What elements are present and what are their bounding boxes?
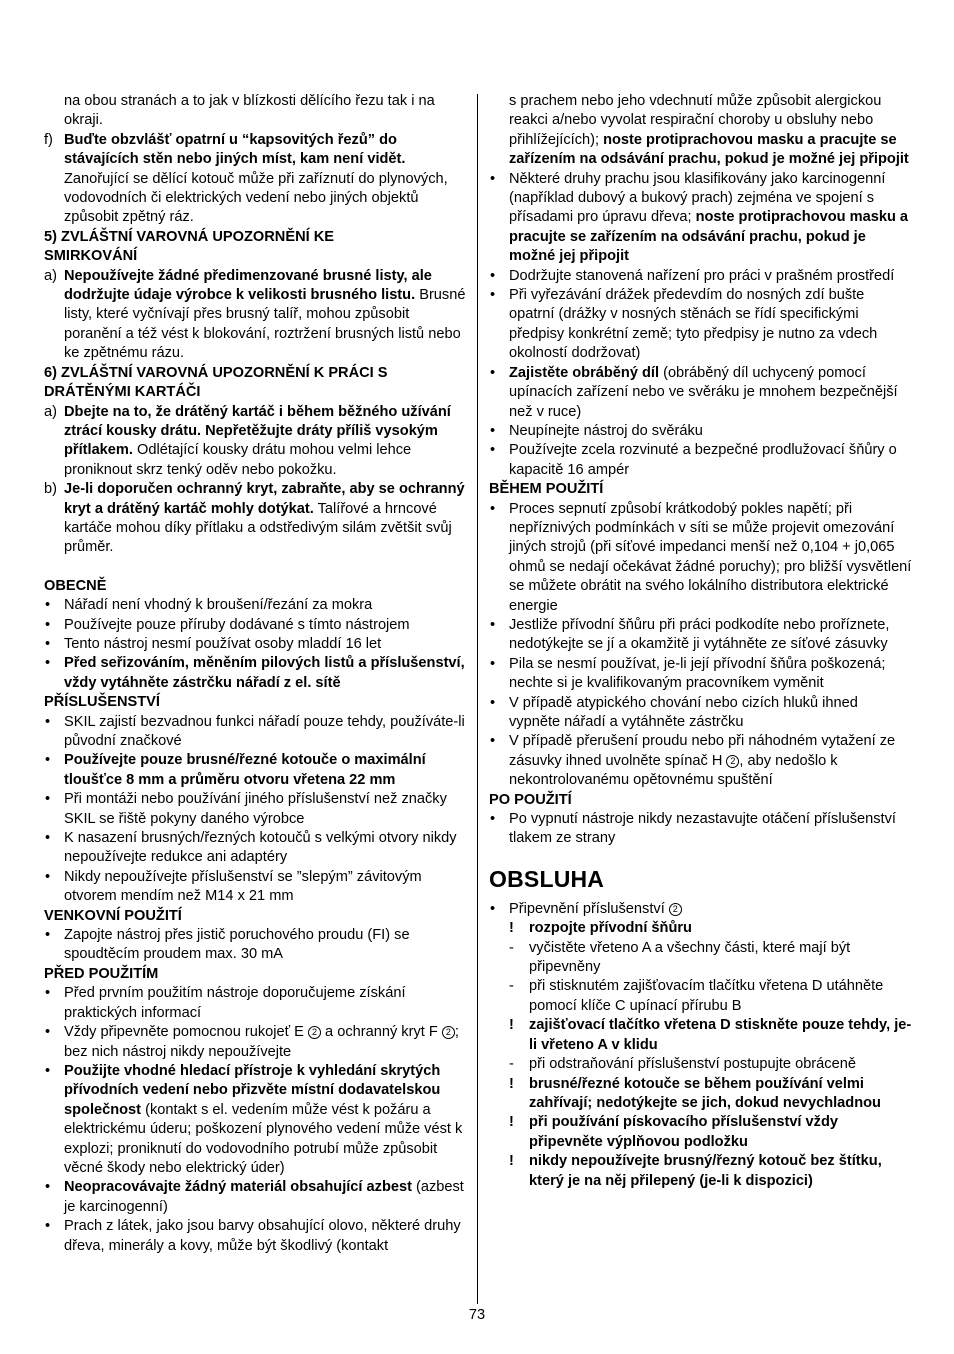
bullet: • <box>490 267 496 284</box>
bold-text: Použijte vhodné hledací přístroje k vyhledání skrytých přívodních vedení nebo přizvěte místní dodavatelskou společnost <box>64 1062 441 1118</box>
list-item <box>44 403 468 481</box>
list-item <box>44 713 468 752</box>
list-item <box>44 267 468 364</box>
warning-item <box>489 1152 913 1191</box>
warning-icon: ! <box>509 1114 514 1131</box>
item-label: a) <box>44 267 57 284</box>
list-item <box>489 732 913 790</box>
bold-text: rozpojte přívodní šňůru <box>529 920 692 937</box>
warning-item <box>489 919 913 938</box>
list-item <box>44 790 468 829</box>
section-heading: OBECNĚ <box>44 577 107 594</box>
bullet: • <box>490 616 496 633</box>
body-text: (obráběný díl uchycený pomocí upínacích zařízení nebo ve svěráku je mnohem bezpečnější než v ruce) <box>509 364 898 420</box>
bold-text: nikdy nepoužívejte brusný/řezný kotouč bez štítku, který je na něj přilepený (je-li k dispozici) <box>529 1153 882 1189</box>
bold-text: Je-li doporučen ochranný kryt, zabraňte, aby se ochranný kryt a drátěný kartáč mohly dotýkat. <box>64 481 465 517</box>
bold-text: noste protiprachovou masku a pracujte se zařízením na odsávání prachu, pokud je možné jej připojit <box>509 209 909 265</box>
bullet: • <box>490 655 496 672</box>
list-item <box>489 500 913 616</box>
section-heading: 6) ZVLÁŠTNÍ VAROVNÁ UPOZORNĚNÍ K PRÁCI S DRÁTĚNÝMI KARTÁČI <box>44 364 388 401</box>
bullet: • <box>490 422 496 439</box>
item-label: f) <box>44 131 53 148</box>
body-text: a ochranný kryt F <box>320 1024 442 1041</box>
list-item <box>44 1217 468 1256</box>
list-item <box>44 829 468 868</box>
bold-text: brusné/řezné kotouče se během používání velmi zahřívají; nedotýkejte se jich, dokud nevychladnou <box>529 1075 881 1111</box>
left-column <box>44 92 468 1256</box>
step-item <box>489 977 913 1016</box>
bullet: • <box>45 1179 51 1196</box>
list-item <box>489 810 913 849</box>
body-text: Proces sepnutí způsobí krátkodobý pokles napětí; při nepříznivých podmínkách v síti se může projevit omezování jiných strojů (při síťové impedanci menší než 0,104 + j0,065 ohmů se nedají očekávat žádné poruchy); pro bližší vysvětlení se můžete obrátit na svého lokálního distributora elektrické energie <box>509 500 912 614</box>
body-text: při odstraňování příslušenství postupujte obráceně <box>529 1056 856 1073</box>
list-item <box>489 655 913 694</box>
list-item <box>44 984 468 1023</box>
bold-text: zajišťovací tlačítko vřetena D stiskněte pouze tehdy, je-li vřeteno A v klidu <box>529 1017 912 1053</box>
list-item <box>489 364 913 422</box>
bullet: • <box>45 830 51 847</box>
list-item <box>489 422 913 441</box>
body-text: Připevnění příslušenství <box>509 900 669 917</box>
bullet: • <box>490 442 496 459</box>
item-label: a) <box>44 403 57 420</box>
bullet: • <box>490 364 496 381</box>
list-item <box>44 751 468 790</box>
warning-item <box>489 1113 913 1152</box>
list-item-continuation <box>489 92 913 170</box>
item-label: b) <box>44 481 57 498</box>
list-item <box>44 926 468 965</box>
bullet: • <box>45 655 51 672</box>
body-text: Používejte zcela rozvinuté a bezpečné prodlužovací šňůry o kapacitě 16 ampér <box>509 442 897 478</box>
list-item <box>44 131 468 228</box>
bullet: • <box>45 597 51 614</box>
bold-text: při používání pískovacího příslušenství vždy připevněte výplňovou podložku <box>529 1114 838 1150</box>
body-text: K nasazení brusných/řezných kotoučů s velkými otvory nikdy nepoužívejte redukce ani adaptéry <box>64 830 457 866</box>
body-text: vyčistěte vřeteno A a všechny části, které mají být připevněny <box>529 939 851 976</box>
list-item <box>44 616 468 635</box>
bullet: • <box>45 1218 51 1235</box>
bullet: • <box>45 752 51 769</box>
bullet: • <box>45 616 51 633</box>
body-text: při stisknutém zajišťovacím tlačítku vřetena D utáhněte pomocí klíče C upínací přírubu B <box>529 978 884 1014</box>
list-item <box>44 480 468 558</box>
list-item <box>44 596 468 615</box>
list-item <box>489 286 913 364</box>
bullet: • <box>45 713 51 730</box>
warning-item <box>489 1075 913 1114</box>
list-item <box>44 635 468 654</box>
body-text: SKIL zajistí bezvadnou funkci nářadí pouze tehdy, používáte-li původní značkové <box>64 713 465 749</box>
body-text: ; bez nich nástroj nikdy nepoužívejte <box>64 1024 459 1060</box>
bullet: • <box>490 170 496 187</box>
text-block <box>44 92 468 131</box>
list-item <box>44 1178 468 1217</box>
chapter-title: OBSLUHA <box>489 865 605 892</box>
body-text: Při vyřezávání drážek předevdím do nosných zdí bušte opatrní (drážky v nosných stěnách se řídí specifickými předpisy konkrétní země; tyto předpisy je nutno za vdech okolností dodržovat) <box>509 287 878 362</box>
body-text: Při montáži nebo používání jiného příslušenství než značky SKIL se řiště pokyny daného výrobce <box>64 791 447 827</box>
page-number: 73 <box>468 1307 486 1323</box>
paragraph: na obou stranách a to jak v blízkosti dělícího řezu tak i na okraji. <box>64 93 435 129</box>
list-item <box>44 654 468 693</box>
bullet: • <box>490 733 496 750</box>
warning-icon: ! <box>509 1017 514 1034</box>
section-heading: BĚHEM POUŽITÍ <box>489 481 604 498</box>
step-item <box>489 1055 913 1074</box>
bullet: • <box>45 791 51 808</box>
list-item <box>489 694 913 733</box>
body-text: Některé druhy prachu jsou klasifikovány jako karcinogenní (například dubový a bukový prach) zejména ve spojení s přísadami pro úpravu dřeva; <box>509 170 886 226</box>
body-text: (kontakt s el. vedením může vést k požáru a elektrickému úderu; poškození plynového vedení může vést k explozi; proniknutí do vodovodního potrubí může způsobit věcné škody nebo elektrický úder) <box>64 1101 463 1176</box>
dash: - <box>509 978 514 995</box>
body-text: Dodržujte stanovená nařízení pro práci v prašném prostředí <box>509 267 895 284</box>
bullet: • <box>490 811 496 828</box>
bullet: • <box>490 500 496 517</box>
right-column <box>489 92 913 1191</box>
body-text: V případě přerušení proudu nebo při náhodném vytažení ze zásuvky ihned uvolněte spínač H <box>509 733 896 769</box>
list-item <box>489 616 913 655</box>
bullet: • <box>45 927 51 944</box>
section-heading: PŘÍSLUŠENSTVÍ <box>44 694 160 711</box>
body-text: Vždy připevněte pomocnou rukojeť E <box>64 1024 308 1041</box>
bullet: • <box>490 900 496 917</box>
body-text: Prach z látek, jako jsou barvy obsahující olovo, některé druhy dřeva, minerály a kovy, může být škodlivý (kontakt <box>64 1218 461 1254</box>
list-item <box>44 1062 468 1178</box>
figure-ref-icon: 2 <box>442 1026 455 1039</box>
dash: - <box>509 939 514 956</box>
bold-text: noste protiprachovou masku a pracujte se zařízením na odsávání prachu, pokud je možné jej připojit <box>509 131 909 168</box>
figure-ref-icon: 2 <box>308 1026 321 1039</box>
bullet: • <box>45 1024 51 1041</box>
body-text: Odlétající kousky drátu mohou velmi lehce proniknout skrz tenký oděv nebo pokožku. <box>64 442 412 478</box>
bold-text: Nepoužívejte žádné předimenzované brusné listy, ale dodržujte údaje výrobce k velikosti brusného listu. <box>64 267 432 304</box>
bold-text: Používejte pouze brusné/řezné kotouče o maximální tloušťce 8 mm a průměru otvoru vřetena 22 mm <box>64 752 426 788</box>
warning-icon: ! <box>509 1075 514 1092</box>
dash: - <box>509 1056 514 1073</box>
bold-text: Před seřizováním, měněním pilových listů a příslušenství, vždy vytáhněte zástrčku nářadí z el. sítě <box>64 655 465 691</box>
section-heading: PŘED POUŽITÍM <box>44 965 159 982</box>
bold-text: Dbejte na to, že drátěný kartáč i během běžného užívání ztrácí kousky drátu. Nepřetěžujte dráty příliš vysokým přítlakem. <box>64 403 451 459</box>
list-item <box>489 900 913 919</box>
section-heading: PO POUŽITÍ <box>489 791 572 808</box>
body-text: Před prvním použitím nástroje doporučujeme získání praktických informací <box>64 985 406 1021</box>
body-text: Používejte pouze příruby dodávané s tímto nástrojem <box>64 616 410 633</box>
warning-icon: ! <box>509 1153 514 1170</box>
figure-ref-icon: 2 <box>669 903 682 916</box>
bullet: • <box>45 868 51 885</box>
body-text: V případě atypického chování nebo cizích hluků ihned vypněte nářadí a vytáhněte zástrčku <box>509 694 858 730</box>
bullet: • <box>490 287 496 304</box>
body-text: Neupínejte nástroj do svěráku <box>509 422 703 439</box>
section-heading: 5) ZVLÁŠTNÍ VAROVNÁ UPOZORNĚNÍ KE SMIRKOVÁNÍ <box>44 228 335 265</box>
body-text: Nikdy nepoužívejte příslušenství se ”slepým” závitovým otvorem mendím než M14 x 21 mm <box>64 868 422 905</box>
body-text: Jestliže přívodní šňůru při práci podkodíte nebo proříznete, nedotýkejte se jí a okamžitě ji vytáhněte ze síťové zásuvky <box>509 616 890 653</box>
body-text: , aby nedošlo k nekontrolovanému opětovnému spuštění <box>509 752 838 789</box>
body-text: Tento nástroj nesmí používat osoby mladdí 16 let <box>64 635 382 652</box>
body-text: Zanořující se dělící kotouč může při zaříznutí do plynových, vodovodních či elektrických vedení nebo jiných objektů způsobit zpětný ráz. <box>64 170 448 226</box>
bullet: • <box>490 694 496 711</box>
bullet: • <box>45 1062 51 1079</box>
warning-item <box>489 1016 913 1055</box>
bold-text: Zajistěte obráběný díl <box>509 364 660 381</box>
figure-ref-icon: 2 <box>726 755 739 768</box>
list-item <box>489 267 913 286</box>
body-text: s prachem nebo jeho vdechnutí může způsobit alergickou reakci a/nebo vyvolat respirační choroby u obsluhy nebo přihlížejících); <box>509 93 882 148</box>
body-text: Talířové a hrncové kartáče mohou díky přítlaku a odstředivým silám zvětšit svůj průměr. <box>64 500 452 556</box>
body-text: Zapojte nástroj přes jistič poruchového proudu (FI) se spoudtěcím proudem max. 30 mA <box>64 927 410 963</box>
step-item <box>489 939 913 978</box>
bullet: • <box>45 635 51 652</box>
list-item <box>489 170 913 267</box>
warning-icon: ! <box>509 920 514 937</box>
body-text: Pila se nesmí používat, je-li její přívodní šňůra poškozená; nechte si je kvalifikovaným pracovníkem vyměnit <box>509 655 886 692</box>
list-item <box>44 1023 468 1062</box>
column-divider <box>477 94 478 1304</box>
bold-text: Neopracovávajte žádný materiál obsahující azbest <box>64 1179 412 1196</box>
bullet: • <box>45 985 51 1002</box>
bold-text: Buďte obzvlášť opatrní u “kapsovitých řezů” do stávajících stěn nebo jiných míst, kam není vidět. <box>64 131 406 168</box>
body-text: (azbest je karcinogenní) <box>64 1179 464 1215</box>
body-text: Nářadí není vhodný k broušení/řezání za mokra <box>64 597 373 614</box>
list-item <box>44 868 468 907</box>
body-text: Brusné listy, které vyčnívají přes brusný talíř, mohou způsobit poranění a též vést k blokování, roztržení brusných listů nebo ke zpětnému rázu. <box>64 287 466 362</box>
list-item <box>489 441 913 480</box>
body-text: Po vypnutí nástroje nikdy nezastavujte otáčení příslušenství tlakem ze strany <box>509 811 896 847</box>
section-heading: VENKOVNÍ POUŽITÍ <box>44 907 182 924</box>
